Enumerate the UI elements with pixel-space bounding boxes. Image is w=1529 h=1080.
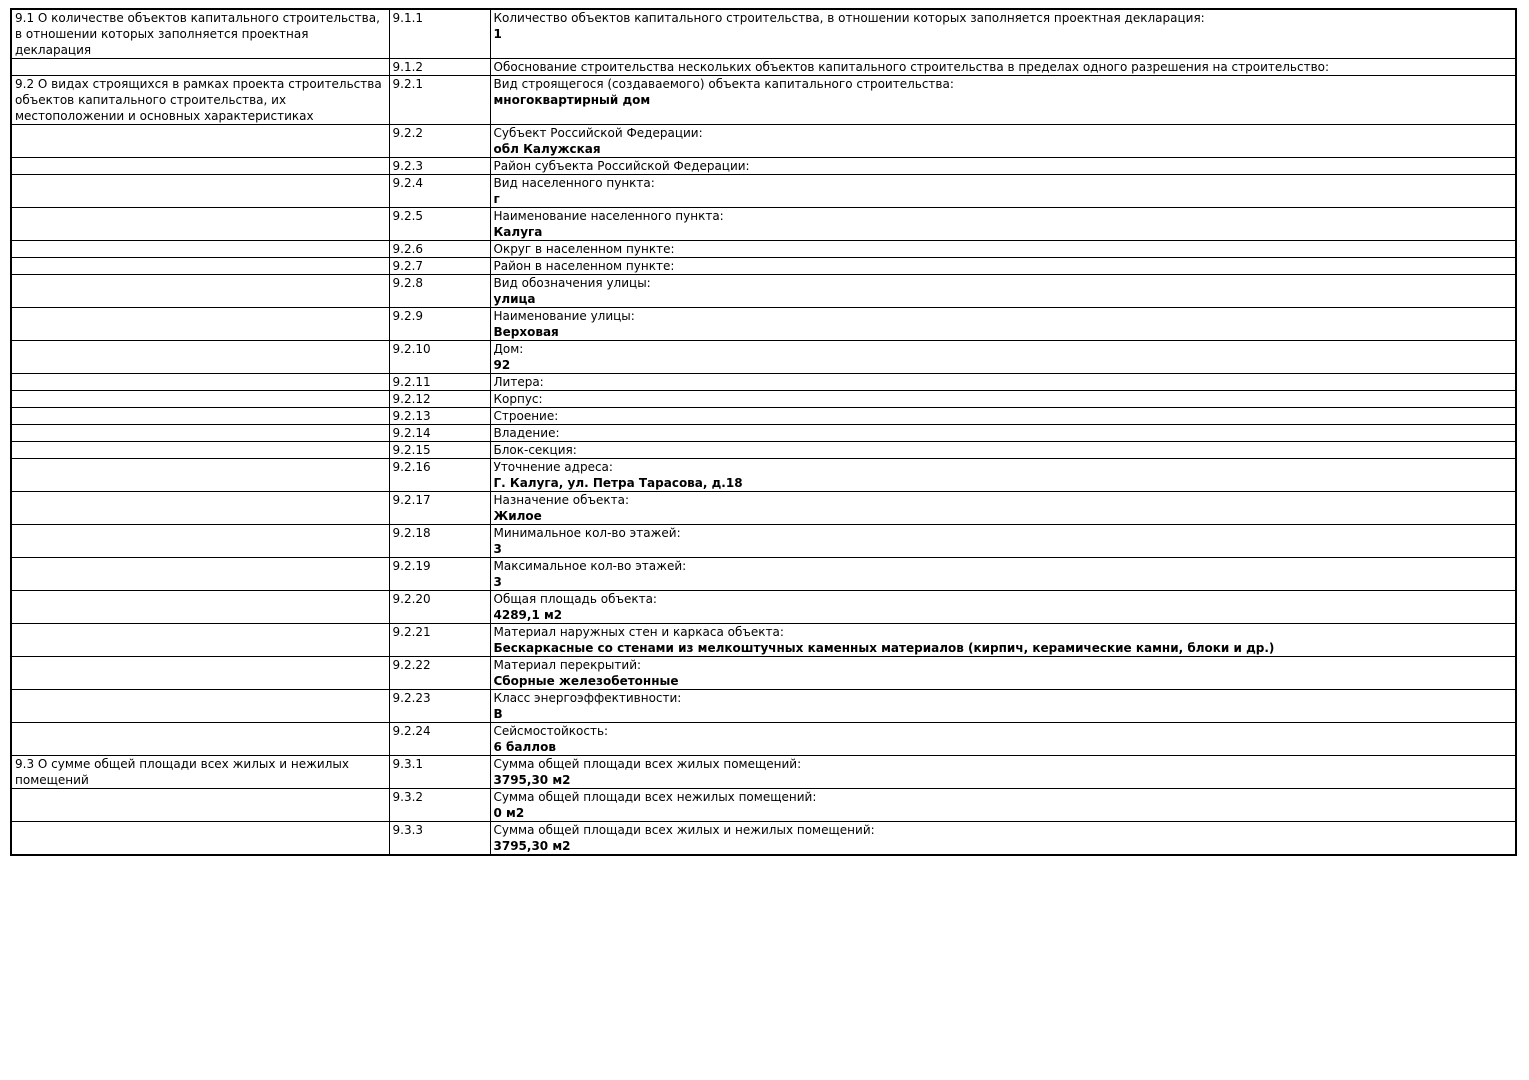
field-label: Материал перекрытий: — [493, 658, 642, 672]
item-number-cell: 9.2.11 — [389, 374, 490, 391]
table-row — [11, 408, 1516, 425]
item-number-cell: 9.3.1 — [389, 756, 490, 789]
field-label: Вид строящегося (создаваемого) объекта капитального строительства: — [493, 77, 954, 91]
field-value: Калуга — [493, 225, 543, 239]
field-cell — [490, 408, 1516, 425]
field-cell — [490, 59, 1516, 76]
field-value: 1 — [493, 27, 502, 41]
field-value: 6 баллов — [493, 740, 556, 754]
section-title-cell — [11, 690, 389, 723]
item-number-cell: 9.2.12 — [389, 391, 490, 408]
field-cell — [490, 690, 1516, 723]
item-number-cell: 9.2.2 — [389, 125, 490, 158]
table-row — [11, 591, 1516, 624]
section-title-cell — [11, 391, 389, 408]
field-cell — [490, 425, 1516, 442]
table-row — [11, 258, 1516, 275]
item-number-cell: 9.2.23 — [389, 690, 490, 723]
section-title-cell: 9.1 О количестве объектов капитального строительства, в отношении которых заполняется проектная декларация — [11, 9, 389, 59]
table-row — [11, 756, 1516, 789]
field-label: Максимальное кол-во этажей: — [493, 559, 687, 573]
section-title-cell — [11, 341, 389, 374]
table-row — [11, 657, 1516, 690]
item-number-cell: 9.2.21 — [389, 624, 490, 657]
field-cell — [490, 459, 1516, 492]
section-title-cell — [11, 558, 389, 591]
field-value: Жилое — [493, 509, 542, 523]
item-number-cell: 9.2.17 — [389, 492, 490, 525]
table-row — [11, 158, 1516, 175]
field-cell — [490, 789, 1516, 822]
table-row — [11, 723, 1516, 756]
field-value: обл Калужская — [493, 142, 601, 156]
item-number-cell: 9.2.1 — [389, 76, 490, 125]
field-label: Количество объектов капитального строительства, в отношении которых заполняется проектная декларация: — [493, 11, 1205, 25]
field-value: Г. Калуга, ул. Петра Тарасова, д.18 — [493, 476, 743, 490]
section-title-cell — [11, 657, 389, 690]
item-number-cell: 9.2.4 — [389, 175, 490, 208]
item-number-cell: 9.1.1 — [389, 9, 490, 59]
item-number-cell: 9.2.8 — [389, 275, 490, 308]
field-label: Наименование улицы: — [493, 309, 635, 323]
field-value: улица — [493, 292, 536, 306]
field-value: 0 м2 — [493, 806, 525, 820]
field-cell — [490, 391, 1516, 408]
section-title-cell — [11, 308, 389, 341]
item-number-cell: 9.2.20 — [389, 591, 490, 624]
table-row — [11, 275, 1516, 308]
table-row — [11, 208, 1516, 241]
field-value: 4289,1 м2 — [493, 608, 563, 622]
field-value: г — [493, 192, 500, 206]
table-row — [11, 308, 1516, 341]
table-row — [11, 789, 1516, 822]
table-row — [11, 391, 1516, 408]
field-cell — [490, 208, 1516, 241]
field-cell — [490, 525, 1516, 558]
section-title-cell — [11, 723, 389, 756]
section-title-cell — [11, 822, 389, 856]
item-number-cell: 9.2.24 — [389, 723, 490, 756]
table-row — [11, 624, 1516, 657]
field-value: 3795,30 м2 — [493, 773, 571, 787]
section-title-cell — [11, 789, 389, 822]
table-row — [11, 690, 1516, 723]
field-label: Блок-секция: — [493, 443, 577, 457]
field-cell — [490, 591, 1516, 624]
table-row — [11, 425, 1516, 442]
field-value: Верховая — [493, 325, 559, 339]
section-title-cell — [11, 241, 389, 258]
section-title-cell — [11, 591, 389, 624]
field-label: Сейсмостойкость: — [493, 724, 609, 738]
field-value: 3 — [493, 542, 502, 556]
section-title-cell — [11, 374, 389, 391]
field-label: Округ в населенном пункте: — [493, 242, 675, 256]
field-label: Вид обозначения улицы: — [493, 276, 651, 290]
item-number-cell: 9.2.19 — [389, 558, 490, 591]
section-title-cell — [11, 525, 389, 558]
item-number-cell: 9.2.9 — [389, 308, 490, 341]
table-row — [11, 341, 1516, 374]
field-label: Район субъекта Российской Федерации: — [493, 159, 750, 173]
section-title-cell — [11, 258, 389, 275]
field-label: Сумма общей площади всех жилых помещений: — [493, 757, 802, 771]
field-value: Бескаркасные со стенами из мелкоштучных каменных материалов (кирпич, керамические камни, блоки и др.) — [493, 641, 1275, 655]
item-number-cell: 9.2.15 — [389, 442, 490, 459]
field-label: Назначение объекта: — [493, 493, 630, 507]
item-number-cell: 9.2.10 — [389, 341, 490, 374]
field-label: Владение: — [493, 426, 560, 440]
field-value: Сборные железобетонные — [493, 674, 679, 688]
field-value: многоквартирный дом — [493, 93, 651, 107]
section-title-cell — [11, 158, 389, 175]
table-row — [11, 374, 1516, 391]
section-title-cell: 9.2 О видах строящихся в рамках проекта строительства объектов капитального строительства, их местоположении и основных характеристиках — [11, 76, 389, 125]
field-value: 92 — [493, 358, 511, 372]
field-cell — [490, 341, 1516, 374]
table-row — [11, 59, 1516, 76]
field-label: Литера: — [493, 375, 544, 389]
table-row — [11, 459, 1516, 492]
section-title-cell — [11, 59, 389, 76]
field-cell — [490, 258, 1516, 275]
table-row — [11, 9, 1516, 59]
field-label: Корпус: — [493, 392, 543, 406]
field-cell — [490, 442, 1516, 459]
table-row — [11, 558, 1516, 591]
field-cell — [490, 175, 1516, 208]
section-title-cell — [11, 175, 389, 208]
section-title-cell — [11, 442, 389, 459]
field-cell — [490, 624, 1516, 657]
section-title-cell — [11, 408, 389, 425]
field-cell — [490, 492, 1516, 525]
field-label: Субъект Российской Федерации: — [493, 126, 703, 140]
table-row — [11, 175, 1516, 208]
section-title-cell — [11, 208, 389, 241]
field-cell — [490, 158, 1516, 175]
table-row — [11, 76, 1516, 125]
field-cell — [490, 125, 1516, 158]
table-row — [11, 241, 1516, 258]
field-cell — [490, 241, 1516, 258]
field-cell — [490, 756, 1516, 789]
section-title-cell — [11, 425, 389, 442]
item-number-cell: 9.2.7 — [389, 258, 490, 275]
field-cell — [490, 275, 1516, 308]
field-label: Материал наружных стен и каркаса объекта: — [493, 625, 784, 639]
field-cell — [490, 558, 1516, 591]
section-title-cell — [11, 492, 389, 525]
table-row — [11, 822, 1516, 856]
field-cell — [490, 374, 1516, 391]
field-label: Дом: — [493, 342, 524, 356]
section-title-cell — [11, 624, 389, 657]
table-row — [11, 125, 1516, 158]
section-title-cell — [11, 275, 389, 308]
item-number-cell: 9.2.5 — [389, 208, 490, 241]
item-number-cell: 9.2.14 — [389, 425, 490, 442]
item-number-cell: 9.2.16 — [389, 459, 490, 492]
table-row — [11, 442, 1516, 459]
field-label: Класс энергоэффективности: — [493, 691, 682, 705]
section-title-cell — [11, 459, 389, 492]
table-row — [11, 525, 1516, 558]
item-number-cell: 9.2.13 — [389, 408, 490, 425]
field-label: Сумма общей площади всех жилых и нежилых помещений: — [493, 823, 875, 837]
field-cell — [490, 9, 1516, 59]
field-label: Наименование населенного пункта: — [493, 209, 724, 223]
field-cell — [490, 657, 1516, 690]
item-number-cell: 9.1.2 — [389, 59, 490, 76]
field-cell — [490, 76, 1516, 125]
field-value: В — [493, 707, 503, 721]
field-label: Вид населенного пункта: — [493, 176, 655, 190]
item-number-cell: 9.3.3 — [389, 822, 490, 856]
field-label: Уточнение адреса: — [493, 460, 613, 474]
item-number-cell: 9.2.22 — [389, 657, 490, 690]
section-title-cell: 9.3 О сумме общей площади всех жилых и нежилых помещений — [11, 756, 389, 789]
project-declaration-table — [10, 8, 1517, 856]
item-number-cell: 9.2.6 — [389, 241, 490, 258]
field-label: Обоснование строительства нескольких объектов капитального строительства в пределах одного разрешения на строительство: — [493, 60, 1330, 74]
section-title-cell — [11, 125, 389, 158]
item-number-cell: 9.3.2 — [389, 789, 490, 822]
field-label: Строение: — [493, 409, 559, 423]
table-body — [11, 9, 1516, 855]
table-row — [11, 492, 1516, 525]
field-label: Район в населенном пункте: — [493, 259, 675, 273]
field-cell — [490, 308, 1516, 341]
field-value: 3 — [493, 575, 502, 589]
item-number-cell: 9.2.3 — [389, 158, 490, 175]
field-value: 3795,30 м2 — [493, 839, 571, 853]
field-label: Минимальное кол-во этажей: — [493, 526, 681, 540]
field-label: Общая площадь объекта: — [493, 592, 657, 606]
field-label: Сумма общей площади всех нежилых помещений: — [493, 790, 817, 804]
item-number-cell: 9.2.18 — [389, 525, 490, 558]
field-cell — [490, 723, 1516, 756]
field-cell — [490, 822, 1516, 856]
